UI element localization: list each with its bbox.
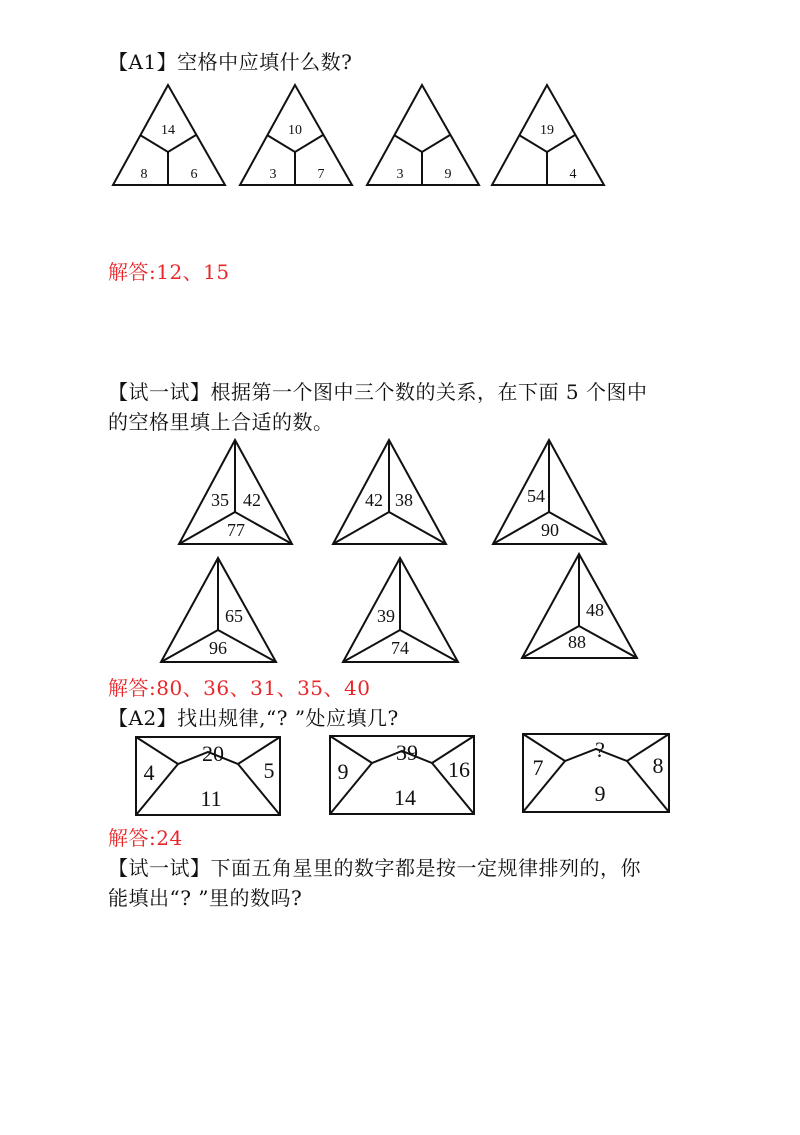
try1-t6-bottom: 88	[568, 632, 586, 652]
a1-t4-top: 19	[540, 123, 554, 138]
a1-t4-right: 4	[569, 167, 577, 182]
a2-envelope-2	[327, 733, 477, 817]
try1-t3-bottom: 90	[541, 520, 559, 540]
a2-e2-left: 9	[337, 759, 349, 784]
a2-e1-left: 4	[143, 760, 155, 785]
try1-triangle-6	[519, 550, 641, 662]
a2-envelope-3	[520, 731, 672, 815]
try1-line-1: 【试一试】根据第一个图中三个数的关系，在下面 5 个图中	[108, 380, 648, 404]
a1-triangle-1	[110, 82, 230, 188]
try1-triangle-5	[340, 554, 462, 666]
a1-answer: 解答:12、15	[108, 260, 230, 284]
try1-answer: 解答:80、36、31、35、40	[108, 676, 371, 700]
try1-t5-left: 39	[377, 606, 395, 626]
try1-triangle-1	[176, 436, 296, 548]
try1-t2-right: 38	[395, 490, 413, 510]
a1-t2-right: 7	[317, 167, 325, 182]
a1-t3-left: 3	[396, 167, 404, 182]
try1-t1-right: 42	[243, 490, 261, 510]
try1-t1-bottom: 77	[227, 520, 245, 540]
a2-e2-top: 39	[396, 740, 418, 765]
try1-t3-left: 54	[527, 486, 545, 506]
try2-line-1: 【试一试】下面五角星里的数字都是按一定规律排列的，你	[108, 856, 641, 880]
a1-question: 【A1】空格中应填什么数?	[108, 50, 353, 74]
a2-e1-top: 20	[202, 741, 224, 766]
try1-t1-left: 35	[211, 490, 229, 510]
a2-e1-bottom: 11	[200, 786, 222, 811]
try1-triangle-2	[330, 436, 450, 548]
a1-t1-right: 6	[190, 167, 198, 182]
a1-triangle-3	[364, 82, 484, 188]
a2-e3-left: 7	[532, 755, 544, 780]
try1-triangle-3	[490, 436, 610, 548]
try1-t6-right: 48	[586, 600, 604, 620]
a1-t2-left: 3	[269, 167, 277, 182]
a1-t1-left: 8	[140, 167, 148, 182]
a2-question: 【A2】找出规律,“? ”处应填几?	[108, 706, 399, 730]
try1-t4-bottom: 96	[209, 638, 227, 658]
a1-triangle-4	[489, 82, 609, 188]
a1-triangle-2	[237, 82, 357, 188]
try2-line-2: 能填出“? ”里的数吗?	[108, 886, 303, 910]
try1-t4-right: 65	[225, 606, 243, 626]
a1-t3-right: 9	[444, 167, 452, 182]
try1-triangle-4	[158, 554, 280, 666]
a1-t1-top: 14	[161, 123, 175, 138]
a2-e3-bottom: 9	[594, 781, 606, 806]
a1-t2-top: 10	[288, 123, 302, 138]
a2-e2-bottom: 14	[394, 785, 416, 810]
a2-answer: 解答:24	[108, 826, 183, 850]
try1-t5-bottom: 74	[391, 638, 409, 658]
try1-t2-left: 42	[365, 490, 383, 510]
a2-e3-right: 8	[652, 753, 664, 778]
a2-e3-top: ?	[595, 737, 605, 762]
a2-e2-right: 16	[448, 757, 470, 782]
try1-line-2: 的空格里填上合适的数。	[108, 410, 334, 434]
a2-e1-right: 5	[263, 758, 275, 783]
a2-envelope-1	[133, 734, 283, 818]
